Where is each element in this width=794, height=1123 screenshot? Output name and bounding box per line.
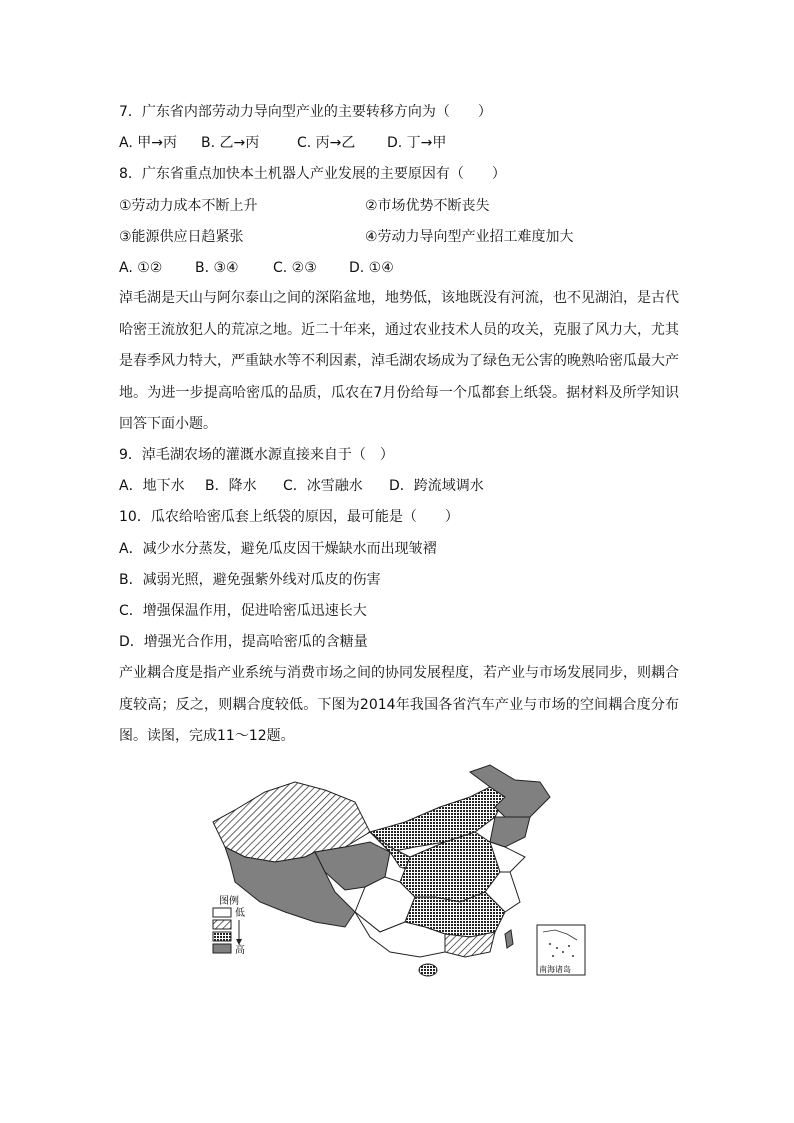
q10-option-d: D．增强光合作用，提高哈密瓜的含糖量 bbox=[119, 634, 368, 650]
region-jilin bbox=[490, 817, 530, 847]
q8-option-a: A. ①② bbox=[119, 260, 163, 276]
legend-title: 图例 bbox=[219, 896, 239, 907]
q8-options bbox=[119, 258, 394, 278]
q9-options bbox=[119, 476, 484, 496]
legend-swatch-high bbox=[213, 944, 231, 953]
q10-option-a: A．减少水分蒸发，避免瓜皮因干燥缺水而出现皱褶 bbox=[119, 541, 437, 557]
q8-option-c: C. ②③ bbox=[273, 260, 317, 276]
q7-stem: 7．广东省内部劳动力导向型产业的主要转移方向为（ ） bbox=[119, 104, 492, 120]
legend-swatch-3 bbox=[213, 932, 231, 941]
q7-option-a: A. 甲→丙 bbox=[119, 135, 177, 151]
q8-statements-row1 bbox=[119, 196, 679, 216]
legend-low: 低 bbox=[235, 908, 245, 919]
q8-option-b: B. ③④ bbox=[195, 260, 239, 276]
q10-stem: 10．瓜农给哈密瓜套上纸袋的原因，最可能是（ ） bbox=[119, 509, 459, 525]
legend-swatch-2 bbox=[213, 920, 231, 929]
q7-option-d: D. 丁→甲 bbox=[387, 135, 447, 151]
q7-option-b: B. 乙→丙 bbox=[201, 135, 260, 151]
q9-option-a: A．地下水 bbox=[119, 478, 185, 494]
south-china-sea-inset bbox=[537, 925, 585, 975]
passage-naomaohu: 淖毛湖是天山与阿尔泰山之间的深陷盆地，地势低，该地既没有河流，也不见湖泊，是古代哈密王流放犯人的荒凉之地。近二十年来，通过农业技术人员的攻关，克服了风力大，尤其是春季风力特大，严重缺水等不利因素，淖毛湖农场成为了绿色无公害的晚熟哈密瓜最大产地。为进一步提高哈密瓜的品质，瓜农在7月份给每一个瓜都套上纸袋。据材料及所学知识回答下面小题。 bbox=[119, 290, 679, 432]
q7-options bbox=[119, 133, 446, 153]
map-legend bbox=[213, 894, 245, 956]
coupling-degree-map bbox=[205, 762, 615, 987]
q8-stem: 8．广东省重点加快本土机器人产业发展的主要原因有（ ） bbox=[119, 166, 506, 182]
q8-statement-3: ③能源供应日趋紧张 bbox=[119, 229, 244, 245]
q9-option-c: C．冰雪融水 bbox=[283, 478, 363, 494]
passage-coupling: 产业耦合度是指产业系统与消费市场之间的协同发展程度，若产业与市场发展同步，则耦合度较高；反之，则耦合度较低。下图为2014年我国各省汽车产业与市场的空间耦合度分布图。读图，完成11～12题。 bbox=[119, 665, 679, 744]
q8-option-d: D. ①④ bbox=[349, 260, 394, 276]
q9-stem: 9．淖毛湖农场的灌溉水源直接来自于（ ） bbox=[119, 447, 394, 463]
region-hainan bbox=[419, 964, 437, 976]
q8-statement-2: ②市场优势不断丧失 bbox=[365, 198, 490, 214]
q8-statement-4: ④劳动力导向型产业招工难度加大 bbox=[365, 229, 574, 245]
q9-option-d: D．跨流域调水 bbox=[389, 478, 484, 494]
region-taiwan bbox=[505, 930, 513, 948]
inset-label: 南海诸岛 bbox=[539, 965, 571, 974]
q10-option-c: C．增强保温作用，促进哈密瓜迅速长大 bbox=[119, 603, 367, 619]
q9-option-b: B．降水 bbox=[205, 478, 257, 494]
q8-statements-row2 bbox=[119, 227, 679, 247]
q8-statement-1: ①劳动力成本不断上升 bbox=[119, 198, 258, 214]
q10-option-b: B．减弱光照，避免强紫外线对瓜皮的伤害 bbox=[119, 572, 381, 588]
legend-high: 高 bbox=[235, 945, 245, 956]
legend-swatch-low bbox=[213, 908, 231, 917]
q7-option-c: C. 丙→乙 bbox=[297, 135, 356, 151]
